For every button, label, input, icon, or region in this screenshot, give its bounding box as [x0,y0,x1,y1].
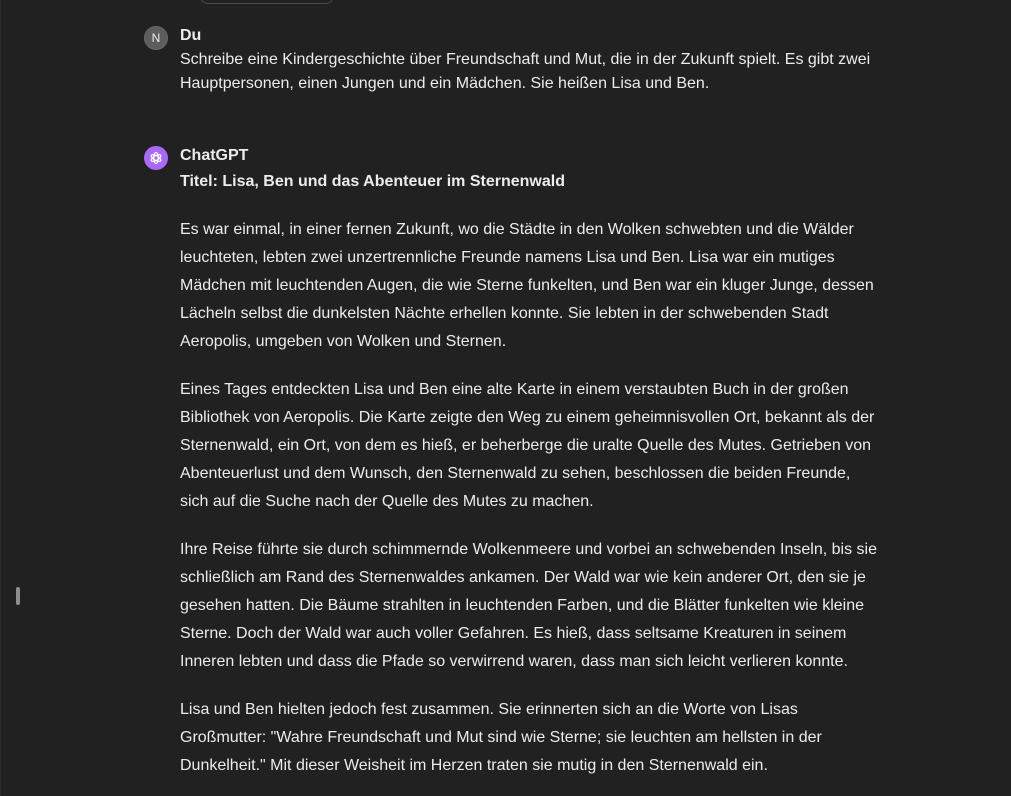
user-name: Du [180,27,202,44]
story-paragraph: Lisa und Ben hielten jedoch fest zusammen. Sie erinnerten sich an die Worte von Lisas Großmutter: "Wahre Freundschaft und Mut sind wie Sterne; sie leuchten am hellsten in der Dunkelheit." Mit dieser Weisheit im Herzen traten sie mutig in den Sternenwald ein. [180,701,822,774]
user-avatar-initial: N [151,31,161,45]
user-message: Schreibe eine Kindergeschichte über Freundschaft und Mut, die in der Zukunft spielt. Es gibt zwei Hauptpersonen, einen Jungen und ein Mädchen. Sie heißen Lisa und Ben. [180,51,871,92]
story-paragraph: Ihre Reise führte sie durch schimmernde Wolkenmeere und vorbei an schwebenden Inseln, bis sie schließlich am Rand des Sternenwaldes ankamen. Der Wald war wie kein anderer Ort, den sie je gesehen hatten. Die Bäume strahlten in leuchtenden Farben, und die Blätter funkelten wie kleine Sterne. Doch der Wald war auch voller Gefahren. Es hieß, dass seltsame Kreaturen in seinem Inneren lebten und dass die Pfade so verwirrend waren, dass man sich leicht verlieren konnte. [180,541,877,670]
story-paragraph: Eines Tages entdeckten Lisa und Ben eine alte Karte in einem verstaubten Buch in der großen Bibliothek von Aeropolis. Die Karte zeigte den Weg zu einem geheimnisvollen Ort, bekannt als der Sternenwald, ein Ort, von dem es hieß, er beherberge die uralte Quelle des Mutes. Getrieben von Abenteuerlust und dem Wunsch, den Sternenwald zu sehen, beschlossen die beiden Freunde, sich auf die Suche nach der Quelle des Mutes zu machen. [180,381,875,510]
openai-logo-icon [144,146,168,170]
assistant-name: ChatGPT [180,147,249,164]
sidebar-border [0,0,1,796]
user-avatar [144,26,168,50]
message-action-pill[interactable] [200,0,334,4]
story-title: Titel: Lisa, Ben und das Abenteuer im Sternenwald [180,173,565,190]
sidebar-resize-handle[interactable] [16,587,20,605]
story-paragraph: Es war einmal, in einer fernen Zukunft, wo die Städte in den Wolken schwebten und die Wälder leuchteten, lebten zwei unzertrennliche Freunde namens Lisa und Ben. Lisa war ein mutiges Mädchen mit leuchtenden Augen, die wie Sterne funkelten, und Ben war ein kluger Junge, dessen Lächeln selbst die dunkelsten Nächte erhellen konnte. Sie lebten in der schwebenden Stadt Aeropolis, umgeben von Wolken und Sternen. [180,221,874,350]
